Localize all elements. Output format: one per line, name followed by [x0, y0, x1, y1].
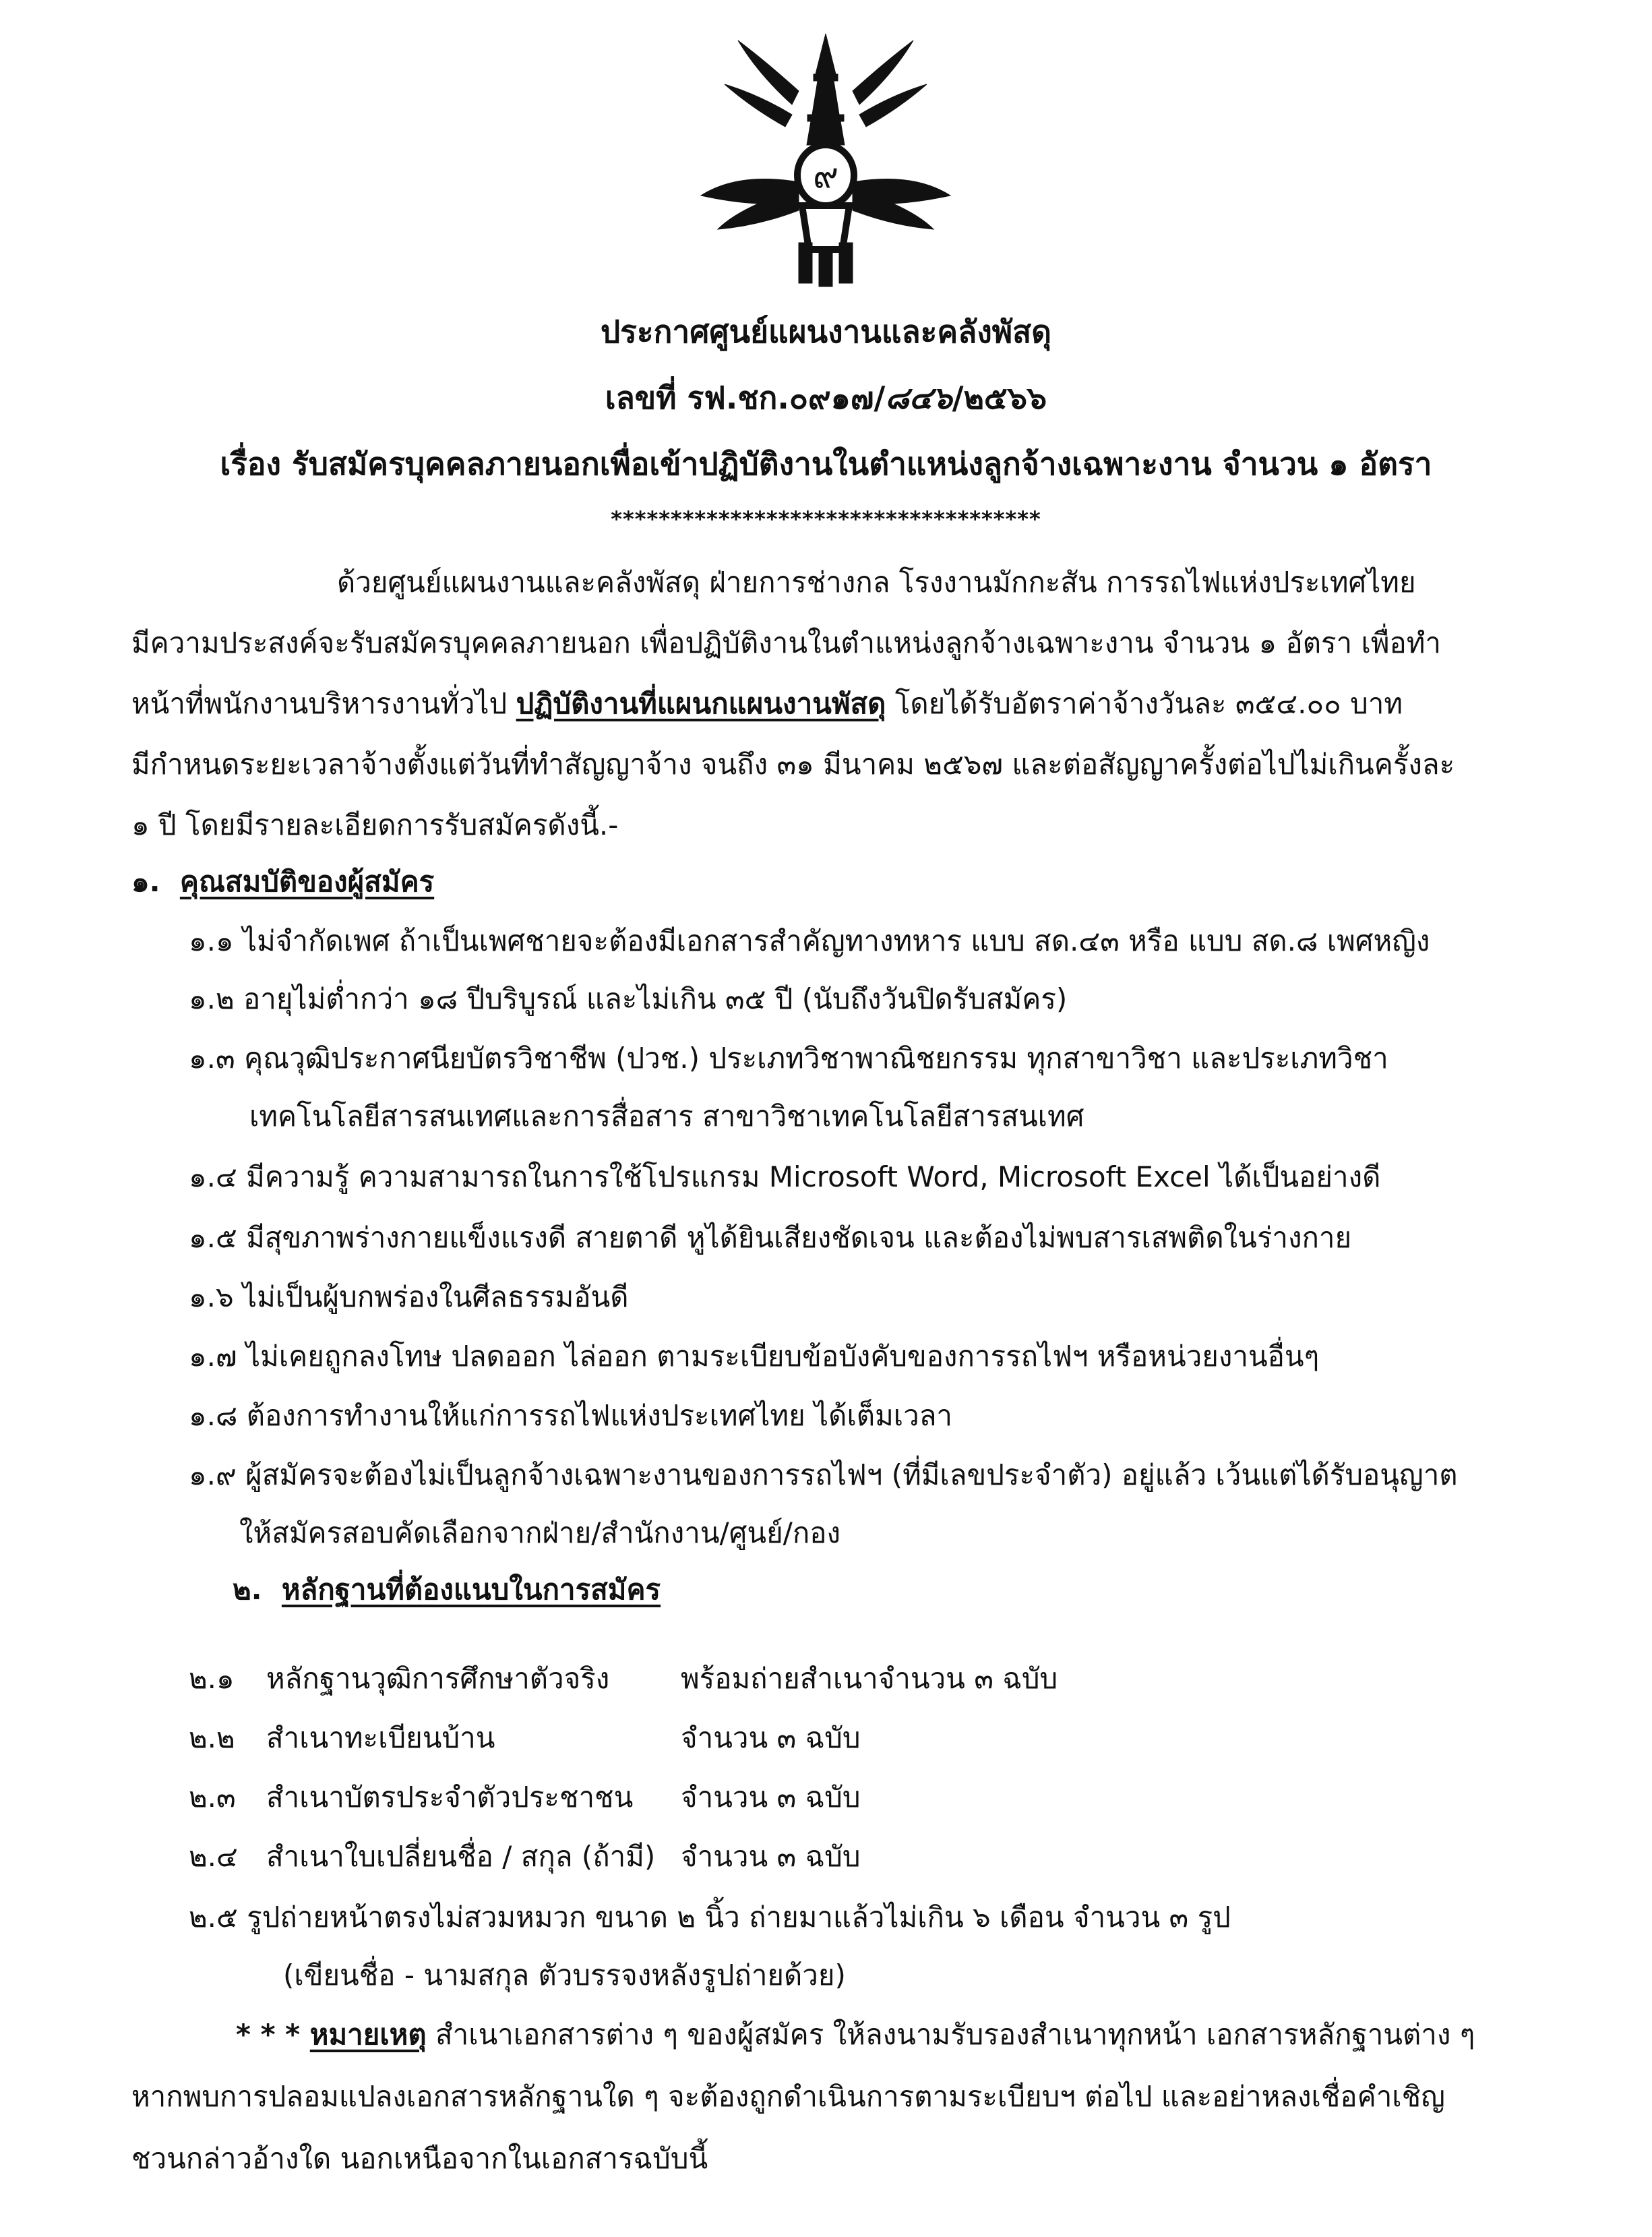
- announcement-title: ประกาศศูนย์แผนงานและคลังพัสดุ: [600, 314, 1052, 350]
- document-item-label: สำเนาใบเปลี่ยนชื่อ / สกุล (ถ้ามี): [266, 1840, 656, 1873]
- svg-text:๙: ๙: [812, 156, 839, 196]
- work-location: ปฏิบัติงานที่แผนกแผนงานพัสดุ: [516, 687, 886, 720]
- document-item-photo-note: (เขียนชื่อ - นามสกุล ตัวบรรจงหลังรูปถ่ายด้วย): [283, 1959, 846, 1992]
- header-divider: ************************************: [611, 506, 1041, 532]
- intro-line-3-start: หน้าที่พนักงานบริหารงานทั่วไป: [131, 687, 516, 720]
- qualification-item: ๑.๕ มีสุขภาพร่างกายแข็งแรงดี สายตาดี หูได้ยินเสียงชัดเจน และต้องไม่พบสารเสพติดในร่างกาย: [189, 1221, 1352, 1254]
- remark-label: หมายเหตุ: [309, 2018, 427, 2051]
- remark-line-2: หากพบการปลอมแปลงเอกสารหลักฐานใด ๆ จะต้องถูกดำเนินการตามระเบียบฯ ต่อไป และอย่าหลงเชื่อคำเชิญ: [131, 2080, 1445, 2113]
- intro-line-5: ๑ ปี โดยมีรายละเอียดการรับสมัครดังนี้.-: [131, 808, 619, 841]
- qualification-item: ๑.๖ ไม่เป็นผู้บกพร่องในศีลธรรมอันดี: [189, 1280, 629, 1313]
- document-item-number: ๒.๔: [189, 1840, 238, 1873]
- document-item-label: สำเนาบัตรประจำตัวประชาชน: [266, 1781, 634, 1814]
- section-2-title: หลักฐานที่ต้องแนบในการสมัคร: [281, 1573, 661, 1606]
- intro-line-2: มีความประสงค์จะรับสมัครบุคคลภายนอก เพื่อปฏิบัติงานในตำแหน่งลูกจ้างเฉพาะงาน จำนวน ๑ อัตรา เพื่อทำ: [131, 626, 1442, 659]
- document-item-photo: ๒.๕ รูปถ่ายหน้าตรงไม่สวมหมวก ขนาด ๒ นิ้ว ถ่ายมาแล้วไม่เกิน ๖ เดือน จำนวน ๓ รูป: [189, 1901, 1231, 1934]
- document-number-suffix: /๒๕๖๖: [952, 380, 1047, 416]
- intro-line-4: มีกำหนดระยะเวลาจ้างตั้งแต่วันที่ทำสัญญาจ้าง จนถึง ๓๑ มีนาคม ๒๕๖๗ และต่อสัญญาครั้งต่อไปไม่เกินครั้งละ: [131, 748, 1455, 781]
- intro-line-3-end: โดยได้รับอัตราค่าจ้างวันละ ๓๕๔.๐๐ บาท: [886, 687, 1403, 720]
- document-item-qty: จำนวน ๓ ฉบับ: [681, 1781, 861, 1814]
- intro-line-3: [131, 684, 1403, 724]
- qualification-item: ๑.๗ ไม่เคยถูกลงโทษ ปลดออก ไล่ออก ตามระเบียบข้อบังคับของการรถไฟฯ หรือหน่วยงานอื่นๆ: [189, 1340, 1320, 1373]
- section-1-heading: [131, 862, 434, 902]
- qualification-item: ๑.๓ คุณวุฒิประกาศนียบัตรวิชาชีพ (ปวช.) ประเภทวิชาพาณิชยกรรม ทุกสาขาวิชา และประเภทวิชา: [189, 1042, 1388, 1075]
- state-railway-emblem-icon: [698, 27, 954, 290]
- document-item-number: ๒.๒: [189, 1721, 235, 1754]
- qualification-item: ๑.๙ ผู้สมัครจะต้องไม่เป็นลูกจ้างเฉพาะงานของการรถไฟฯ (ที่มีเลขประจำตัว) อยู่แล้ว เว้นแต่ได้รับอนุญาต: [189, 1458, 1458, 1491]
- section-1-title: คุณสมบัติของผู้สมัคร: [179, 865, 435, 898]
- remark-text: สำเนาเอกสารต่าง ๆ ของผู้สมัคร ให้ลงนามรับรองสำเนาทุกหน้า เอกสารหลักฐานต่าง ๆ: [426, 2018, 1475, 2051]
- qualification-item: ๑.๒ อายุไม่ต่ำกว่า ๑๘ ปีบริบูรณ์ และไม่เกิน ๓๕ ปี (นับถึงวันปิดรับสมัคร): [189, 982, 1068, 1015]
- document-number: [0, 378, 1652, 418]
- remark-line-1: [236, 2015, 1475, 2055]
- section-2-number: ๒.: [233, 1573, 262, 1606]
- document-item-number: ๒.๑: [189, 1662, 235, 1695]
- document-item-qty: พร้อมถ่ายสำเนาจำนวน ๓ ฉบับ: [681, 1662, 1058, 1695]
- document-item-qty: จำนวน ๓ ฉบับ: [681, 1721, 861, 1754]
- qualification-item-continuation: เทคโนโลยีสารสนเทศและการสื่อสาร สาขาวิชาเทคโนโลยีสารสนเทศ: [249, 1100, 1084, 1133]
- section-2-heading: [233, 1570, 661, 1610]
- document-number-prefix: เลขที่ รฟ.ชก.๐๙๑๗/: [605, 380, 886, 416]
- section-1-number: ๑.: [131, 865, 160, 898]
- document-item-label: หลักฐานวุฒิการศึกษาตัวจริง: [266, 1662, 610, 1695]
- qualification-item-continuation: ให้สมัครสอบคัดเลือกจากฝ่าย/สำนักงาน/ศูนย์/กอง: [239, 1516, 840, 1549]
- document-item-qty: จำนวน ๓ ฉบับ: [681, 1840, 861, 1873]
- remark-line-3: ชวนกล่าวอ้างใด นอกเหนือจากในเอกสารฉบับนี้: [131, 2142, 708, 2175]
- document-number-handwritten: ๘๔๖: [885, 380, 952, 416]
- intro-line-1: ด้วยศูนย์แผนงานและคลังพัสดุ ฝ่ายการช่างกล โรงงานมักกะสัน การรถไฟแห่งประเทศไทย: [337, 566, 1416, 599]
- qualification-item: ๑.๔ มีความรู้ ความสามารถในการใช้โปรแกรม Microsoft Word, Microsoft Excel ได้เป็นอย่างดี: [189, 1160, 1381, 1193]
- qualification-item: ๑.๑ ไม่จำกัดเพศ ถ้าเป็นเพศชายจะต้องมีเอกสารสำคัญทางทหาร แบบ สด.๔๓ หรือ แบบ สด.๘ เพศหญิง: [189, 924, 1430, 957]
- announcement-subject: เรื่อง รับสมัครบุคคลภายนอกเพื่อเข้าปฏิบัติงานในตำแหน่งลูกจ้างเฉพาะงาน จำนวน ๑ อัตรา: [220, 446, 1432, 482]
- document-item-number: ๒.๓: [189, 1781, 236, 1814]
- qualification-item: ๑.๘ ต้องการทำงานให้แก่การรถไฟแห่งประเทศไทย ได้เต็มเวลา: [189, 1399, 953, 1432]
- document-item-label: สำเนาทะเบียนบ้าน: [266, 1721, 495, 1754]
- remark-stars: * * *: [236, 2018, 310, 2051]
